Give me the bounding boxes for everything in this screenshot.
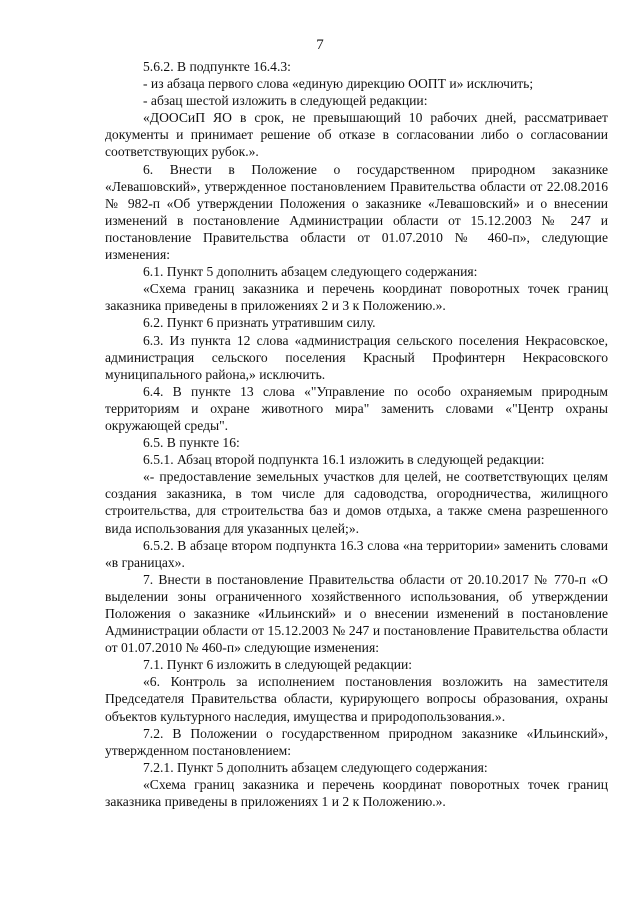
paragraph-7-2: 7.2. В Положении о государственном природном заказнике «Ильинский», утвержденном постановлением: xyxy=(105,725,608,758)
paragraph-6-3: 6.3. Из пункта 12 слова «администрация сельского поселения Некрасовское, администрация сельского поселения Красный Профинтерн Некрасовского муниципального района,» исключить. xyxy=(105,332,608,382)
paragraph-7-2-1: 7.2.1. Пункт 5 дополнить абзацем следующего содержания: xyxy=(143,759,488,775)
paragraph-6-4: 6.4. В пункте 13 слова «"Управление по особо охраняемым природным территориям и охране животного мира" заменить словами «"Центр охраны окружающей среды". xyxy=(105,383,608,433)
paragraph-6-5: 6.5. В пункте 16: xyxy=(143,435,240,451)
paragraph-dooosip-quote: «ДООСиП ЯО в срок, не превышающий 10 рабочих дней, рассматривает документы и принимает решение об отказе в согласовании либо о согласовании соответствующих рубок.». xyxy=(105,110,608,160)
paragraph-sixth-abzac: - абзац шестой изложить в следующей редакции: xyxy=(143,93,428,109)
paragraph-first-abzac: - из абзаца первого слова «единую дирекцию ООПТ и» исключить; xyxy=(143,76,534,92)
document-body xyxy=(105,58,608,810)
paragraph-6-1-quote: «Схема границ заказника и перечень координат поворотных точек границ заказника приведены в приложениях 2 и 3 к Положению.». xyxy=(105,281,608,314)
paragraph-7-2-1-quote: «Схема границ заказника и перечень координат поворотных точек границ заказника приведены в приложениях 1 и 2 к Положению.». xyxy=(105,776,608,810)
paragraph-5-6-2: 5.6.2. В подпункте 16.4.3: xyxy=(143,59,291,74)
paragraph-6-2: 6.2. Пункт 6 признать утратившим силу. xyxy=(143,315,376,331)
page-number: 7 xyxy=(316,37,324,53)
paragraph-6-5-2: 6.5.2. В абзаце втором подпункта 16.3 слова «на территории» заменить словами «в границах». xyxy=(105,537,608,570)
paragraph-6-5-1-quote: «- предоставление земельных участков для целей, не соответствующих целям создания заказника, в том числе для садоводства, огородничества, жилищного строительства, для строительства баз и домов отдыха, а также смена разрешенного вида использования для указанных целей;». xyxy=(105,469,608,536)
paragraph-6: 6. Внести в Положение о государственном природном заказнике «Левашовский», утвержденное постановлением Правительства области от 22.08.2016 № 982-п «Об утверждении Положения о заказнике «Левашовский» и о внесении изменений в постановление Администрации области от 15.12.2003 № 247 и постановление Правительства области от 01.07.2010 № 460-п», следующие изменения: xyxy=(105,161,608,263)
paragraph-7: 7. Внести в постановление Правительства области от 20.10.2017 № 770-п «О выделении зоны ограниченного хозяйственного использования, об утверждении Положения о заказнике «Ильинский» и о внесении изменений в постановление Администрации области от 15.12.2003 № 247 и постановление Правительства области от 01.07.2010 № 460-п» следующие изменения: xyxy=(105,571,608,656)
paragraph-6-5-1: 6.5.1. Абзац второй подпункта 16.1 изложить в следующей редакции: xyxy=(143,452,545,468)
paragraph-7-1-quote: «6. Контроль за исполнением постановления возложить на заместителя Председателя Правительства области, курирующего вопросы образования, охраны объектов культурного наследия, имущества и природопользования.». xyxy=(105,674,608,724)
paragraph-6-1: 6.1. Пункт 5 дополнить абзацем следующего содержания: xyxy=(143,264,478,280)
paragraph-7-1: 7.1. Пункт 6 изложить в следующей редакции: xyxy=(143,657,413,673)
